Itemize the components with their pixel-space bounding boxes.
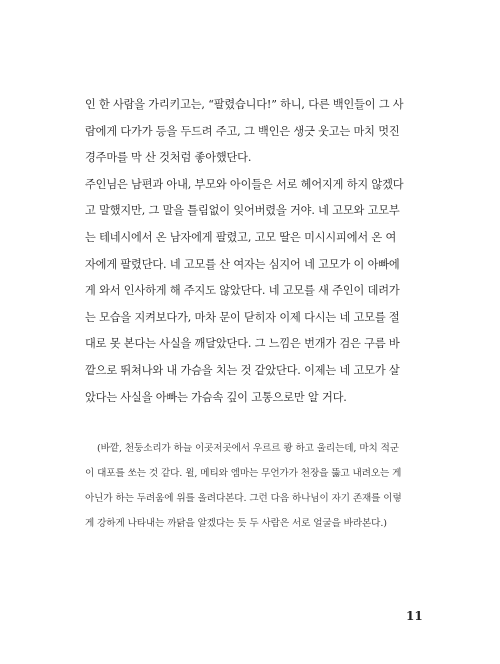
text-line: 게 와서 인사하게 해 주지도 않았단다. 네 고모를 새 주인이 데려가 (85, 284, 400, 298)
text-line: 자에게 팔렸단다. 네 고모를 산 여자는 심지어 네 고모가 이 아빠에 (85, 257, 400, 271)
stage-direction (85, 436, 403, 536)
text-line: 깥으로 뛰쳐나와 내 가슴을 치는 것 같았단다. 이제는 네 고모가 살 (85, 363, 400, 377)
text-line: 주인님은 남편과 아내, 부모와 아이들은 서로 헤어지게 하지 않겠다 (85, 177, 404, 191)
text-line: 는 테네시에서 온 남자에게 팔렸고, 고모 딸은 미시시피에서 온 여 (85, 230, 397, 244)
stage-direction-line: 이 대포를 쏘는 것 같다. 윌, 메티와 엠마는 무언가가 천장을 뚫고 내려오는 게 (85, 468, 402, 479)
stage-direction-line: (바깥, 천둥소리가 하늘 이곳저곳에서 우르르 쾅 하고 울리는데, 마치 적군 (97, 443, 399, 454)
text-line: 인 한 사람을 가리키고는, “팔렸습니다!” 하니, 다른 백인들이 그 사 (85, 98, 404, 111)
text-line: 경주마를 막 산 것처럼 좋아했단다. (85, 151, 252, 165)
stage-direction-line: 아닌가 하는 두려움에 위를 올려다본다. 그런 다음 하나님이 자기 존재를 이렇 (85, 493, 402, 504)
text-line: 고 말했지만, 그 말을 틀림없이 잊어버렸을 거야. 네 고모와 고모부 (85, 204, 400, 218)
text-line: 대로 못 본다는 사실을 깨달았단다. 그 느낌은 번개가 검은 구름 바 (85, 337, 400, 351)
stage-direction-line: 게 강하게 나타내는 까닭을 알겠다는 듯 두 사람은 서로 얼굴을 바라본다.) (85, 518, 387, 529)
text-line: 았다는 사실을 아빠는 가슴속 깊이 고통으로만 알 거다. (85, 390, 347, 404)
text-line: 는 모습을 지켜보다가, 마차 문이 닫히자 이제 다시는 네 고모를 절 (85, 310, 400, 324)
text-line: 람에게 다가가 등을 두드려 주고, 그 백인은 생긋 웃고는 마치 멋진 (85, 124, 400, 138)
main-paragraphs (85, 92, 403, 411)
page-number: 11 (406, 609, 423, 623)
